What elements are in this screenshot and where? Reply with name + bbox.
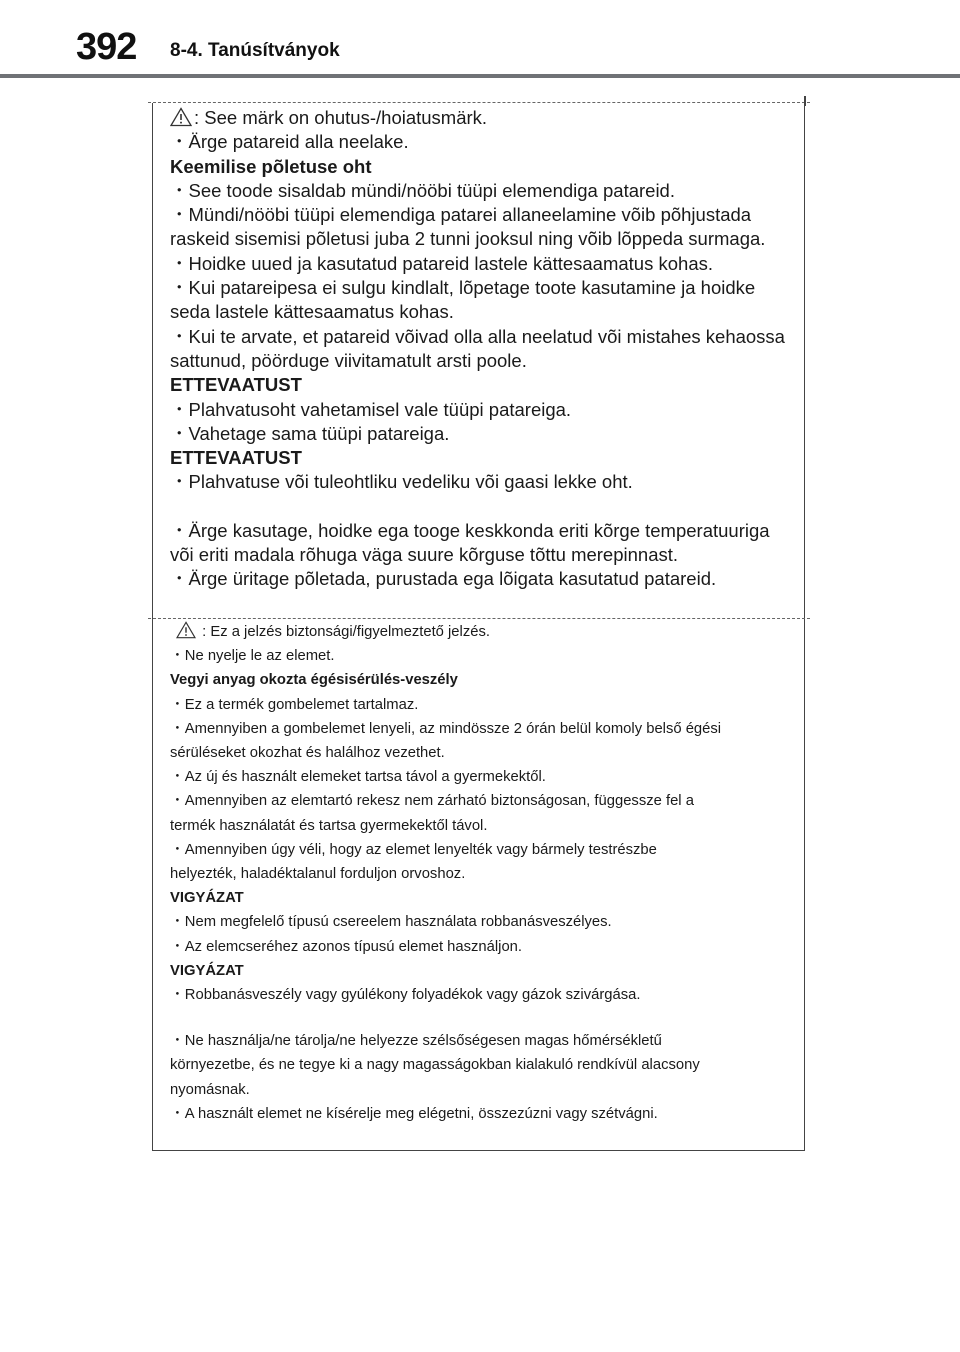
text-line: ・Mündi/nööbi tüüpi elemendiga patarei allaneelamine võib põhjustada — [170, 204, 752, 226]
warning-triangle-icon — [176, 621, 196, 639]
middle-dashed-divider — [148, 618, 810, 619]
subheading: ETTEVAATUST — [170, 447, 302, 469]
text-line: ・Az új és használt elemeket tartsa távol a gyermekektől. — [170, 769, 546, 786]
text-line: või eriti madala rõhuga väga suure kõrguse tõttu merepinnast. — [170, 544, 679, 566]
page-number: 392 — [76, 26, 137, 68]
text-line: raskeid sisemisi põletusi juba 2 tunni jooksul ning võib lõppeda surmaga. — [170, 228, 766, 250]
spacer — [170, 1007, 795, 1029]
text-line: termék használatát és tartsa gyermekektől távol. — [170, 817, 488, 834]
text-line: sérüléseket okozhat és halálhoz vezethet. — [170, 745, 445, 762]
subheading: ETTEVAATUST — [170, 374, 302, 396]
text-line: ・Ärge üritage põletada, purustada ega lõigata kasutatud patareid. — [170, 568, 717, 590]
page-header — [0, 0, 960, 80]
text-line: ・Nem megfelelő típusú csereelem használata robbanásveszélyes. — [170, 914, 612, 931]
top-dashed-border — [148, 102, 810, 103]
text-line: ・Ne használja/ne tárolja/ne helyezze szélsőségesen magas hőmérsékletű — [170, 1033, 662, 1050]
text-line: seda lastele kättesaamatus kohas. — [170, 301, 454, 323]
text-line: ・Ez a termék gombelemet tartalmaz. — [170, 696, 419, 713]
text-line: ・Kui te arvate, et patareid võivad olla alla neelatud või mistahes kehaossa — [170, 325, 785, 347]
text-line: ・See toode sisaldab mündi/nööbi tüüpi elemendiga patareid. — [170, 179, 675, 201]
text-line: ・Ärge kasutage, hoidke ega tooge keskkonda eriti kõrge temperatuuriga — [170, 519, 770, 541]
subheading: VIGYÁZAT — [170, 962, 244, 979]
estonian-warning-section — [170, 106, 795, 592]
text-line: ・Amennyiben úgy véli, hogy az elemet lenyelték vagy bármely testrészbe — [170, 841, 657, 858]
text-line: ・A használt elemet ne kísérelje meg elégetni, összezúzni vagy szétvágni. — [170, 1105, 658, 1122]
text-line: ・Plahvatusoht vahetamisel vale tüüpi patareiga. — [170, 398, 572, 420]
text-line: helyezték, haladéktalanul forduljon orvoshoz. — [170, 866, 466, 883]
text-line: ・Ne nyelje le az elemet. — [170, 648, 335, 665]
text-line: nyomásnak. — [170, 1081, 250, 1098]
text-line: ・Az elemcseréhez azonos típusú elemet használjon. — [170, 938, 523, 955]
header-divider — [0, 74, 960, 78]
text-line: ・Amennyiben az elemtartó rekesz nem zárható biztonságosan, függessze fel a — [170, 793, 694, 810]
subheading: Keemilise põletuse oht — [170, 155, 372, 177]
corner-tick — [804, 96, 806, 106]
text-line: környezetbe, és ne tegye ki a nagy magasságokban kialakuló rendkívül alacsony — [170, 1057, 700, 1074]
spacer — [170, 495, 795, 519]
section-title: 8-4. Tanúsítványok — [170, 40, 340, 61]
text-line: ・Ärge patareid alla neelake. — [170, 131, 409, 153]
warning-triangle-icon — [170, 107, 192, 127]
text-line: ・Hoidke uued ja kasutatud patareid lastele kättesaamatus kohas. — [170, 252, 713, 274]
subheading: Vegyi anyag okozta égésisérülés-veszély — [170, 672, 458, 689]
text-line: sattunud, pöörduge viivitamatult arsti poole. — [170, 349, 527, 371]
subheading: VIGYÁZAT — [170, 890, 244, 907]
hungarian-intro-text: : Ez a jelzés biztonsági/figyelmeztető jelzés. — [198, 624, 490, 640]
estonian-intro-text: : See märk on ohutus-/hoiatusmärk. — [194, 107, 488, 128]
text-line: ・Kui patareipesa ei sulgu kindlalt, lõpetage toote kasutamine ja hoidke — [170, 277, 756, 299]
text-line: ・Vahetage sama tüüpi patareiga. — [170, 422, 450, 444]
estonian-intro — [170, 106, 795, 130]
text-line: ・Plahvatuse või tuleohtliku vedeliku või gaasi lekke oht. — [170, 471, 633, 493]
text-line: ・Amennyiben a gombelemet lenyeli, az mindössze 2 órán belül komoly belső égési — [170, 720, 722, 737]
text-line: ・Robbanásveszély vagy gyúlékony folyadékok vagy gázok szivárgása. — [170, 987, 641, 1004]
hungarian-warning-section — [170, 620, 795, 1126]
hungarian-intro — [170, 620, 795, 644]
